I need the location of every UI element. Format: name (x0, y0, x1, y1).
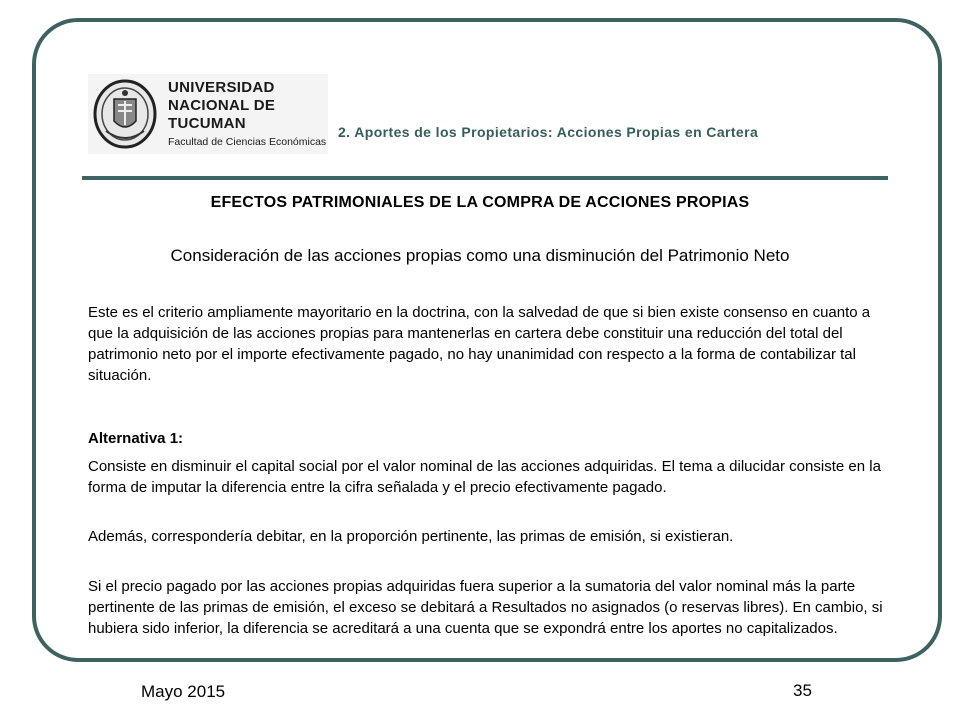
alternative-paragraph: Además, correspondería debitar, en la proporción pertinente, las primas de emisión, si existieran. (88, 528, 734, 545)
footer-date: Mayo 2015 (141, 682, 226, 701)
logo-line-3: TUCUMAN (168, 115, 246, 133)
logo-subtitle: Facultad de Ciencias Económicas (168, 136, 327, 149)
header-divider (82, 176, 888, 180)
page-title: EFECTOS PATRIMONIALES DE LA COMPRA DE ACCIONES PROPIAS (210, 194, 750, 211)
university-seal-icon (92, 79, 158, 149)
alternative-paragraph: Si el precio pagado por las acciones propias adquiridas fuera superior a la sumatoria del valor nominal más la parte pertinente de las primas de emisión, el exceso se debitará a Resultados no asignados (o reservas libres). En cambio, si hubiera sido inferior, la diferencia se acreditará a una cuenta que se expondrá entre los aportes no capitalizados. (88, 578, 883, 637)
page-number: 35 (793, 681, 812, 700)
intro-paragraph: Este es el criterio ampliamente mayoritario en la doctrina, con la salvedad de que si bien existe consenso en cuanto a que la adquisición de las acciones propias para mantenerlas en cartera debe constituir una reducción del total del patrimonio neto por el importe efectivamente pagado, no hay unanimidad con respecto a la forma de contabilizar tal situación. (88, 304, 871, 384)
alternative-heading: Alternativa 1: (88, 430, 184, 447)
university-logo (88, 74, 328, 154)
subheading: Consideración de las acciones propias como una disminución del Patrimonio Neto (170, 246, 790, 265)
logo-line-1: UNIVERSIDAD (168, 79, 275, 97)
alternative-paragraph: Consiste en disminuir el capital social por el valor nominal de las acciones adquiridas. El tema a dilucidar consiste en la forma de imputar la diferencia entre la cifra señalada y el precio efectivamente pagado. (88, 458, 881, 496)
logo-line-2: NACIONAL DE (168, 97, 276, 115)
section-title: 2. Aportes de los Propietarios: Acciones Propias en Cartera (338, 124, 759, 140)
